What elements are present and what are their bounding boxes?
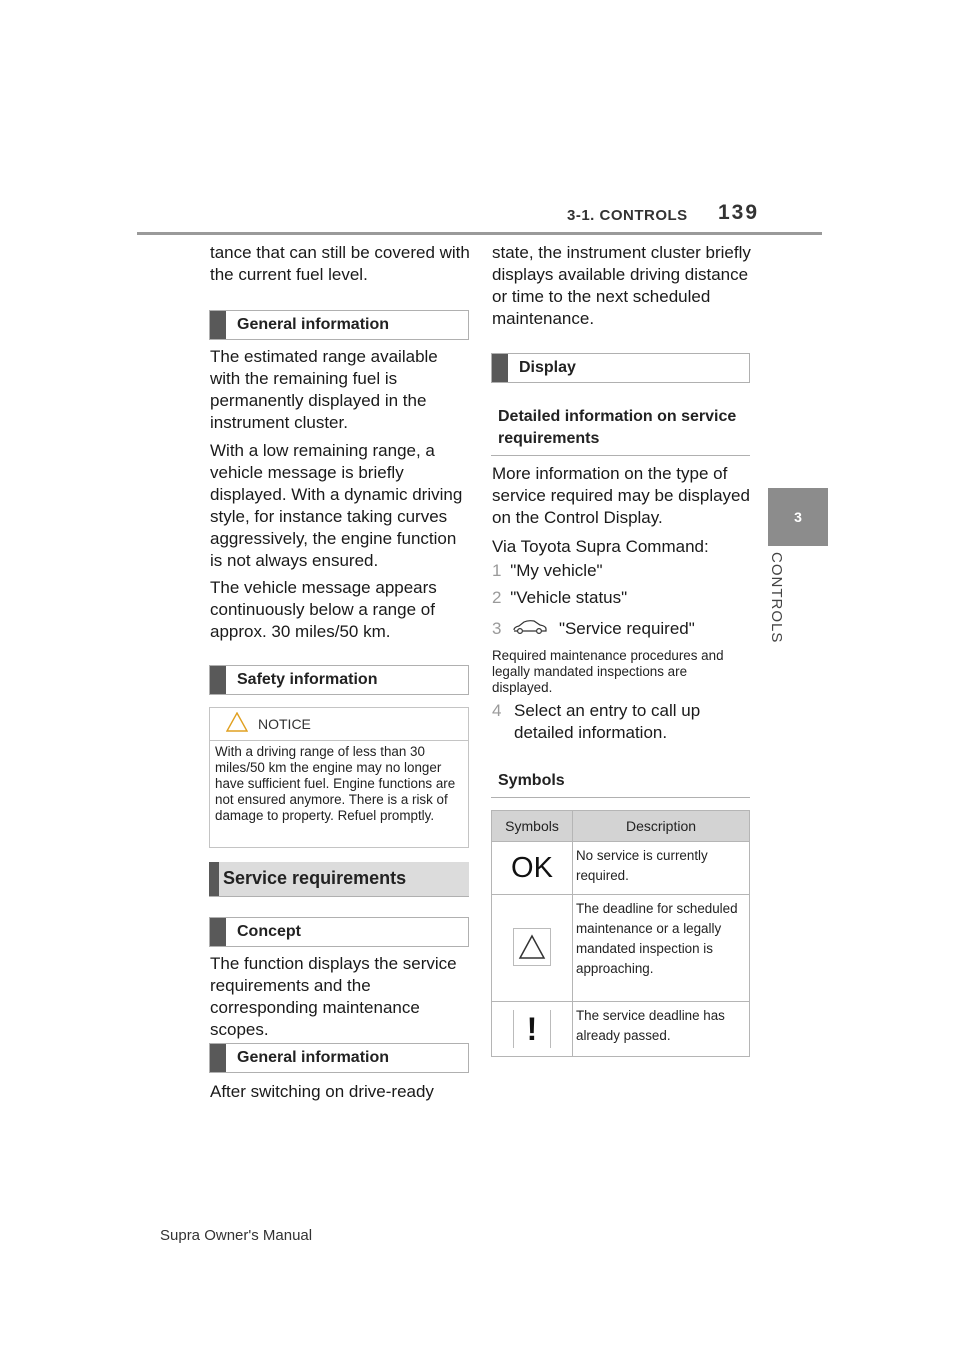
- step-text: Select an entry to call up detailed information.: [514, 701, 701, 742]
- heading-underline: [491, 797, 750, 798]
- heading-text: Service requirements: [223, 868, 407, 888]
- step-item: [492, 587, 754, 609]
- column-header: Description: [573, 811, 750, 842]
- notice-title: NOTICE: [258, 716, 311, 732]
- heading-text: Display: [519, 359, 576, 376]
- general-info-heading: [209, 310, 469, 340]
- heading-underline: [209, 896, 469, 897]
- table-header-row: [492, 811, 750, 842]
- via-command-text: Via Toyota Supra Command:: [492, 537, 709, 556]
- heading-text: General information: [237, 316, 390, 333]
- symbols-table: [491, 810, 750, 1057]
- table-row: [492, 895, 750, 1002]
- chapter-side-label: [768, 552, 798, 662]
- car-icon: [512, 619, 548, 641]
- footer-manual-title: Supra Owner's Manual: [160, 1227, 313, 1244]
- step-item: [492, 700, 754, 744]
- display-heading: [491, 353, 750, 383]
- section-title: 3-1. CONTROLS: [567, 207, 688, 224]
- step-number: 2: [492, 588, 502, 607]
- safety-info-heading: [209, 665, 469, 695]
- warning-triangle-icon: [226, 712, 248, 737]
- general-info-paragraph-2: With a low remaining range, a vehicle message is briefly displayed. With a dynamic driving style, for instance taking curves aggressively, the engine function is not always ensured.: [210, 441, 463, 570]
- heading-underline: [491, 455, 750, 456]
- notice-box: [209, 707, 469, 848]
- description-cell: No service is currently required.: [573, 842, 750, 895]
- concept-heading: [209, 917, 469, 947]
- intro-text: tance that can still be covered with the current fuel level.: [210, 243, 470, 284]
- heading-text: Safety information: [237, 671, 378, 688]
- step-note: Required maintenance procedures and legally mandated inspections are displayed.: [492, 648, 724, 695]
- symbol-cell: [492, 1002, 573, 1057]
- description-cell: The deadline for scheduled maintenance or a legally mandated inspection is approaching.: [573, 895, 750, 1002]
- step-text: "Service required": [558, 619, 695, 638]
- ok-icon: OK: [511, 852, 553, 884]
- symbols-heading: Symbols: [498, 772, 565, 789]
- table-row: [492, 842, 750, 895]
- general-info-paragraph-3: The vehicle message appears continuously below a range of approx. 30 miles/50 km.: [210, 578, 437, 641]
- column-header: Symbols: [492, 811, 573, 842]
- header-rule: [137, 232, 822, 235]
- step-item: [492, 618, 754, 641]
- concept-paragraph: The function displays the service requirements and the corresponding maintenance scopes.: [210, 954, 457, 1039]
- exclamation-icon: !: [513, 1010, 551, 1048]
- description-cell: The service deadline has already passed.: [573, 1002, 750, 1057]
- step-number: 1: [492, 561, 502, 580]
- notice-header: [210, 708, 468, 741]
- continuation-text: state, the instrument cluster briefly displays available driving distance or time to the next scheduled maintenance.: [492, 243, 751, 328]
- heading-text: General information: [237, 1049, 390, 1066]
- service-requirements-heading: [209, 862, 469, 896]
- symbol-cell: [492, 842, 573, 895]
- chapter-tab: [768, 488, 828, 546]
- general-info-paragraph-1: The estimated range available with the remaining fuel is permanently displayed in the instrument cluster.: [210, 347, 438, 432]
- detail-paragraph: More information on the type of service required may be displayed on the Control Display.: [492, 464, 750, 527]
- step-item: [492, 560, 754, 582]
- heading-text: Concept: [237, 923, 301, 940]
- chapter-label: CONTROLS: [768, 552, 785, 644]
- symbol-cell: [492, 895, 573, 1002]
- page-number: 139: [718, 201, 760, 224]
- chapter-number: 3: [794, 509, 802, 525]
- table-row: [492, 1002, 750, 1057]
- notice-body: With a driving range of less than 30 miles/50 km the engine may no longer have sufficient fuel. Engine functions are not ensured anymore. There is a risk of damage to property. Refuel promptly.: [215, 744, 456, 823]
- detail-heading: Detailed information on service requirements: [498, 408, 737, 447]
- step-text: "Vehicle status": [510, 588, 628, 607]
- warning-triangle-icon: [513, 928, 551, 966]
- step-number: 3: [492, 619, 502, 638]
- step-text: "My vehicle": [510, 561, 603, 580]
- step-number: 4: [492, 701, 502, 720]
- general-info-2-heading: [209, 1043, 469, 1073]
- general-info-2-paragraph: After switching on drive-ready: [210, 1082, 434, 1101]
